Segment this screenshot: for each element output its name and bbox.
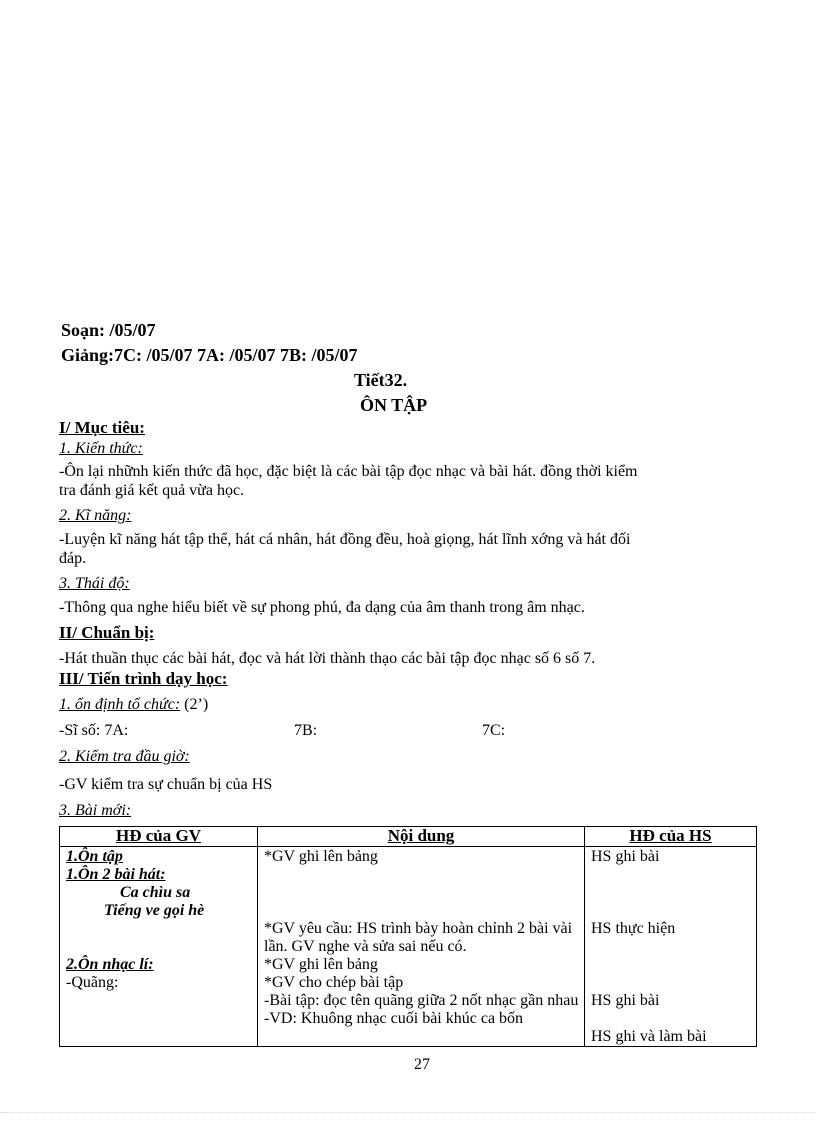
student-line-4: HS ghi và làm bài	[591, 1028, 707, 1045]
skills-text-line-2: đáp.	[59, 550, 87, 567]
lesson-number: Tiết32.	[354, 370, 408, 390]
page-edge-divider	[0, 1112, 816, 1113]
table-row	[60, 847, 757, 1047]
review-heading: 1.Ôn tập	[66, 848, 123, 865]
subsection-attitude: 3. Thái độ:	[59, 575, 130, 592]
attendance-7c: 7C:	[482, 722, 506, 739]
section-1-heading: I/ Mục tiêu:	[59, 418, 145, 437]
content-line-5: -Bài tập: đọc tên quãng giữa 2 nốt nhạc gần nhau	[264, 992, 579, 1009]
skills-text-line-1: -Luyện kĩ năng hát tập thể, hát cá nhân, hát đồng đều, hoà giọng, hát lĩnh xớng và hát đối	[59, 531, 631, 548]
organization-label: 1. ổn định tổ chức:	[59, 696, 181, 713]
content-line-3: *GV ghi lên bảng	[264, 956, 378, 973]
content-line-6: -VD: Khuông nhạc cuối bài khúc ca bốn	[264, 1010, 524, 1027]
subsection-new-lesson: 3. Bài mới:	[59, 802, 132, 819]
content-cell	[258, 847, 585, 1047]
subsection-knowledge: 1. Kiến thức:	[59, 440, 143, 457]
header-content: Nội dung	[258, 827, 585, 847]
interval-label: -Quãng:	[66, 974, 119, 991]
giang-dates: Giảng:7C: /05/07 7A: /05/07 7B: /05/07	[61, 345, 358, 365]
student-activity-cell	[585, 847, 757, 1047]
music-theory-heading: 2.Ôn nhạc lí:	[66, 956, 154, 973]
content-line-1: *GV ghi lên bảng	[264, 848, 378, 865]
teacher-activity-cell	[60, 847, 258, 1047]
section-2-heading: II/ Chuẩn bị:	[59, 623, 155, 642]
attendance-7a: -Sĩ số: 7A:	[59, 722, 129, 739]
preparation-text: -Hát thuần thục các bài hát, đọc và hát lời thành thạo các bài tập đọc nhạc số 6 số 7.	[59, 650, 596, 667]
content-line-2: *GV yêu cầu: HS trình bày hoàn chỉnh 2 bài vài lần. GV nghe và sửa sai nếu có.	[264, 920, 573, 955]
lesson-table	[59, 826, 757, 1047]
knowledge-text-line-1: -Ôn lại nhữnh kiến thức đã học, đặc biệt là các bài tập đọc nhạc và bài hát. đồng thời kiểm	[59, 463, 638, 480]
attitude-text: -Thông qua nghe hiểu biết về sự phong phú, đa dạng của âm thanh trong âm nhạc.	[59, 599, 585, 616]
header-student-activity: HĐ của HS	[585, 827, 757, 847]
page-title: ÔN TẬP	[360, 395, 428, 415]
page-number: 27	[414, 1056, 430, 1073]
subsection-skills: 2. Kĩ năng:	[59, 507, 132, 524]
organization-time: (2’)	[180, 696, 209, 713]
soan-date: Soạn: /05/07	[61, 320, 156, 340]
knowledge-text-line-2: tra đánh giá kết quả vừa học.	[59, 482, 245, 499]
song-2: Tiếng ve gọi hè	[104, 902, 205, 919]
subsection-organization	[59, 696, 208, 714]
header-teacher-activity: HĐ của GV	[60, 827, 258, 847]
check-text: -GV kiểm tra sự chuẩn bị của HS	[59, 776, 273, 793]
student-line-3: HS ghi bài	[591, 992, 660, 1009]
content-line-4: *GV cho chép bài tập	[264, 974, 404, 991]
section-3-heading: III/ Tiến trình dạy học:	[59, 669, 228, 688]
attendance-7b: 7B:	[294, 722, 318, 739]
song-1: Ca chìu sa	[120, 884, 191, 901]
subsection-check: 2. Kiểm tra đầu giờ:	[59, 748, 190, 765]
table-header-row	[60, 827, 757, 847]
student-line-2: HS thực hiện	[591, 920, 676, 937]
student-line-1: HS ghi bài	[591, 848, 660, 865]
review-songs-heading: 1.Ôn 2 bài hát:	[66, 866, 166, 883]
